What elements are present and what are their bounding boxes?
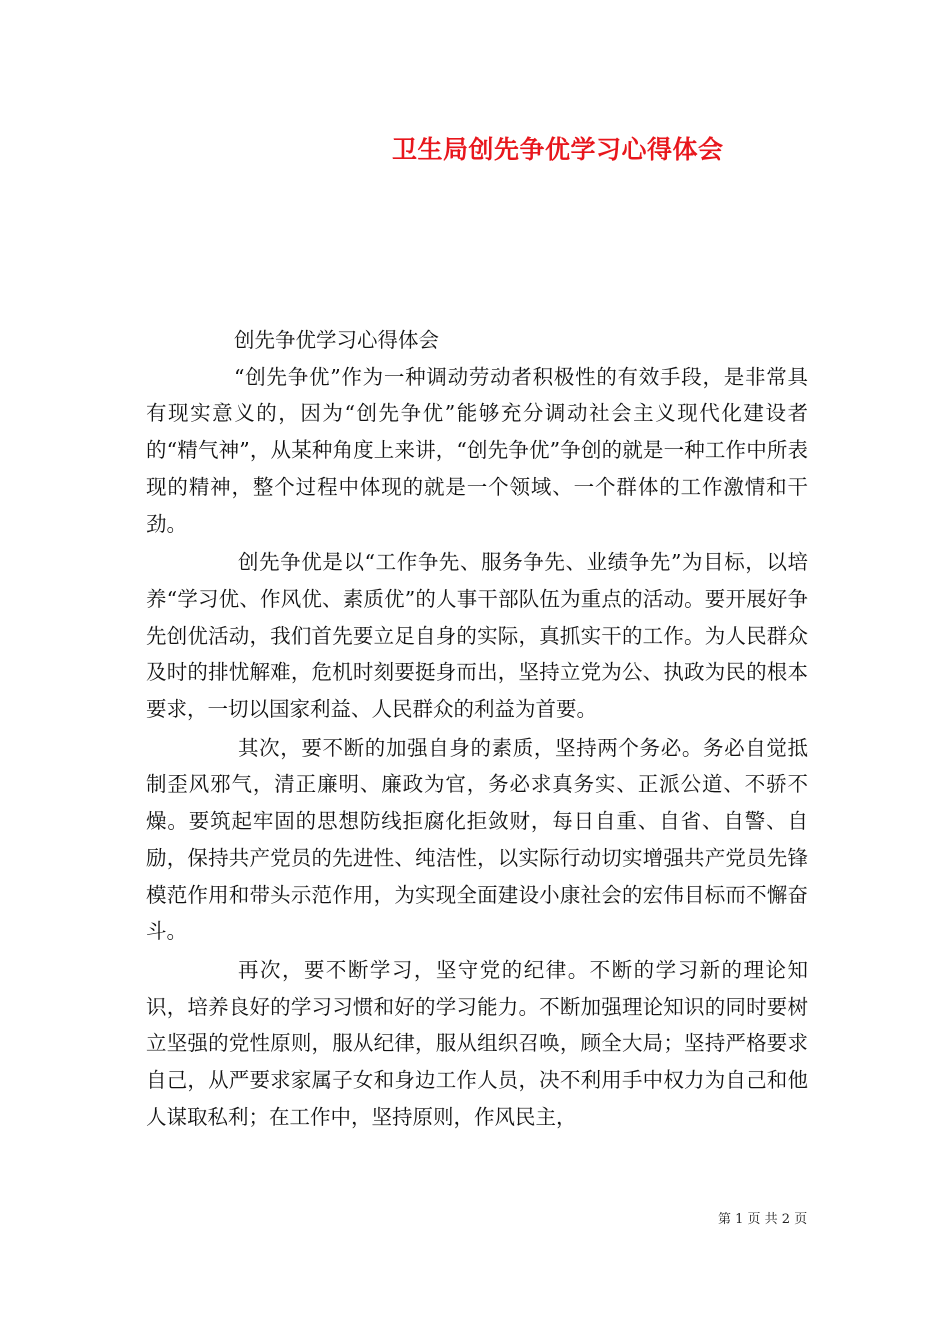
document-body: [146, 322, 808, 1135]
paragraph-1: “创先争优”作为一种调动劳动者积极性的有效手段，是非常具有现实意义的，因为“创先争优”能够充分调动社会主义现代化建设者的“精气神”，从某种角度上来讲，“创先争优”争创的就是一种工作中所表现的精神，整个过程中体现的就是一个领域、一个群体的工作激情和干劲。: [146, 364, 808, 536]
document-title: 卫生局创先争优学习心得体会: [392, 135, 724, 164]
paragraph-2: 创先争优是以“工作争先、服务争先、业绩争先”为目标，以培养“学习优、作风优、素质优”的人事干部队伍为重点的活动。要开展好争先创优活动，我们首先要立足自身的实际，真抓实干的工作。为人民群众及时的排忧解难，危机时刻要挺身而出，坚持立党为公、执政为民的根本要求，一切以国家利益、人民群众的利益为首要。: [146, 550, 808, 722]
paragraph-4: 再次，要不断学习，坚守党的纪律。不断的学习新的理论知识，培养良好的学习习惯和好的学习能力。不断加强理论知识的同时要树立坚强的党性原则，服从纪律，服从组织召唤，顾全大局；坚持严格要求自己，从严要求家属子女和身边工作人员，决不利用手中权力为自己和他人谋取私利；在工作中，坚持原则，作风民主，: [146, 957, 808, 1129]
document-subtitle: 创先争优学习心得体会: [234, 328, 439, 352]
page-number-footer: 第 1 页 共 2 页: [718, 1212, 808, 1227]
paragraph-3: 其次，要不断的加强自身的素质，坚持两个务必。务必自觉抵制歪风邪气，清正廉明、廉政为官，务必求真务实、正派公道、不骄不燥。要筑起牢固的思想防线拒腐化拒敛财，每日自重、自省、自警、自励，保持共产党员的先进性、纯洁性，以实际行动切实增强共产党员先锋模范作用和带头示范作用，为实现全面建设小康社会的宏伟目标而不懈奋斗。: [146, 735, 808, 944]
